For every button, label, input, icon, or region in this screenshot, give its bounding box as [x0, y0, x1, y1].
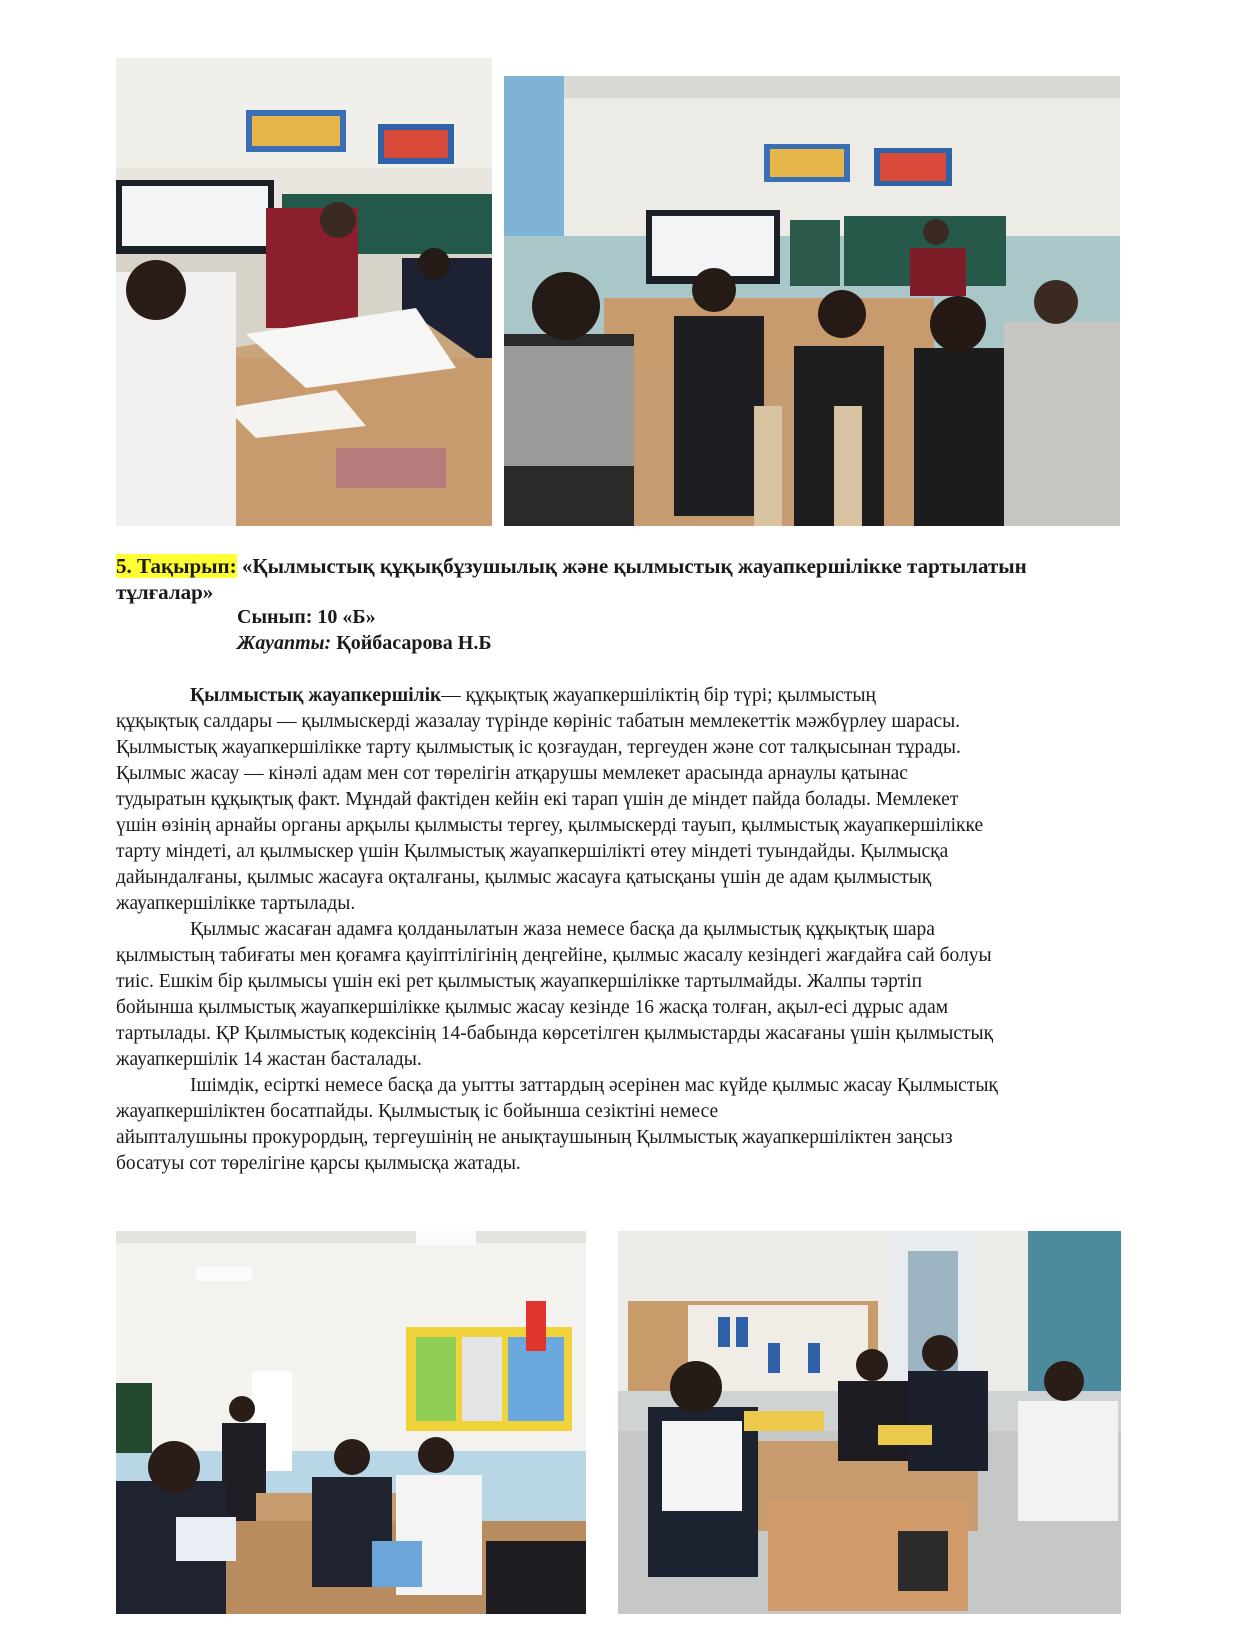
body-line: Қылмыстық жауапкершілік— құқықтық жауапкершіліктің бір түрі; қылмыстың: [190, 685, 876, 706]
body-line: босатуы сот төрелігіне қарсы қылмысқа жатады.: [116, 1153, 521, 1174]
responsible-label: Жауапты:: [237, 632, 332, 654]
body-line: айыпталушыны прокурордың, тергеушінің не анықтаушының Қылмыстық жауапкершіліктен заңсыз: [116, 1127, 953, 1148]
body-line: жауапкершіліктен босатпайды. Қылмыстық іс бойынша сезіктіні немесе: [116, 1101, 719, 1122]
body-line: жауапкершілік 14 жастан басталады.: [116, 1049, 422, 1070]
classroom-photo-1: [116, 58, 492, 526]
body-line: жауапкершілікке тартылады.: [116, 893, 356, 914]
body-line: бойынша қылмыстық жауапкершілікке қылмыс жасау кезінде 16 жасқа толған, ақыл-есі дұрыс адам: [116, 997, 949, 1018]
body-text: [116, 683, 1146, 1177]
responsible-name: Қойбасарова Н.Б: [331, 632, 492, 654]
section-label: 5. Тақырып:: [116, 554, 237, 578]
section-heading: [116, 553, 1126, 605]
responsible-line: [237, 630, 492, 656]
classroom-photo-4: [618, 1231, 1121, 1614]
body-line: тарту міндеті, ал қылмыскер үшін Қылмыстық жауапкершілікті өтеу міндеті туындайды. Қылмысқа: [116, 841, 949, 862]
body-line: тиіс. Ешкім бір қылмысы үшін екі рет қылмыстық жауапкершілікке тартылмайды. Жалпы тәртіп: [116, 971, 923, 992]
body-line: қылмыстың табиғаты мен қоғамға қауіптілігінің деңгейіне, қылмыс жасалу кезіндегі жағдайға сай болуы: [116, 945, 992, 966]
classroom-photo-2: [504, 76, 1120, 526]
body-line: тартылады. ҚР Қылмыстық кодексінің 14-бабында көрсетілген қылмыстарды жасағаны үшін қылмыстық: [116, 1023, 994, 1044]
body-term: Қылмыстық жауапкершілік: [190, 685, 442, 706]
body-line: үшін өзінің арнайы органы арқылы қылмысты тергеу, қылмыскерді тауып, қылмыстық жауапкершілікке: [116, 815, 984, 836]
body-line: Қылмыс жасау — кінәлі адам мен сот төрелігін атқарушы мемлекет арасында арнаулы қатынас: [116, 763, 908, 784]
classroom-photo-3: [116, 1231, 586, 1614]
section-title: «Қылмыстық құқықбұзушылық және қылмыстық жауапкершілікке тартылатын тұлғалар»: [116, 554, 1027, 604]
class-line: Сынып: 10 «Б»: [237, 606, 376, 628]
body-line: Қылмыс жасаған адамға қолданылатын жаза немесе басқа да қылмыстық құқықтық шара: [190, 919, 935, 940]
body-line: тудыратын құқықтық факт. Мұндай фактіден кейін екі тарап үшін де міндет пайда болады. Мемлекет: [116, 789, 959, 810]
body-line: құқықтық салдары — қылмыскерді жазалау түрінде көрініс табатын мемлекеттік мәжбүрлеу шарасы.: [116, 711, 961, 732]
body-line: дайындалғаны, қылмыс жасауға оқталғаны, қылмыс жасауға қатысқаны үшін де адам қылмыстық: [116, 867, 932, 888]
body-line: Қылмыстық жауапкершілікке тарту қылмыстық іс қозғаудан, тергеуден және сот талқысынан тұрады.: [116, 737, 961, 758]
body-line: Ішімдік, есірткі немесе басқа да уытты заттардың әсерінен мас күйде қылмыс жасау Қылмыстық: [190, 1075, 998, 1096]
